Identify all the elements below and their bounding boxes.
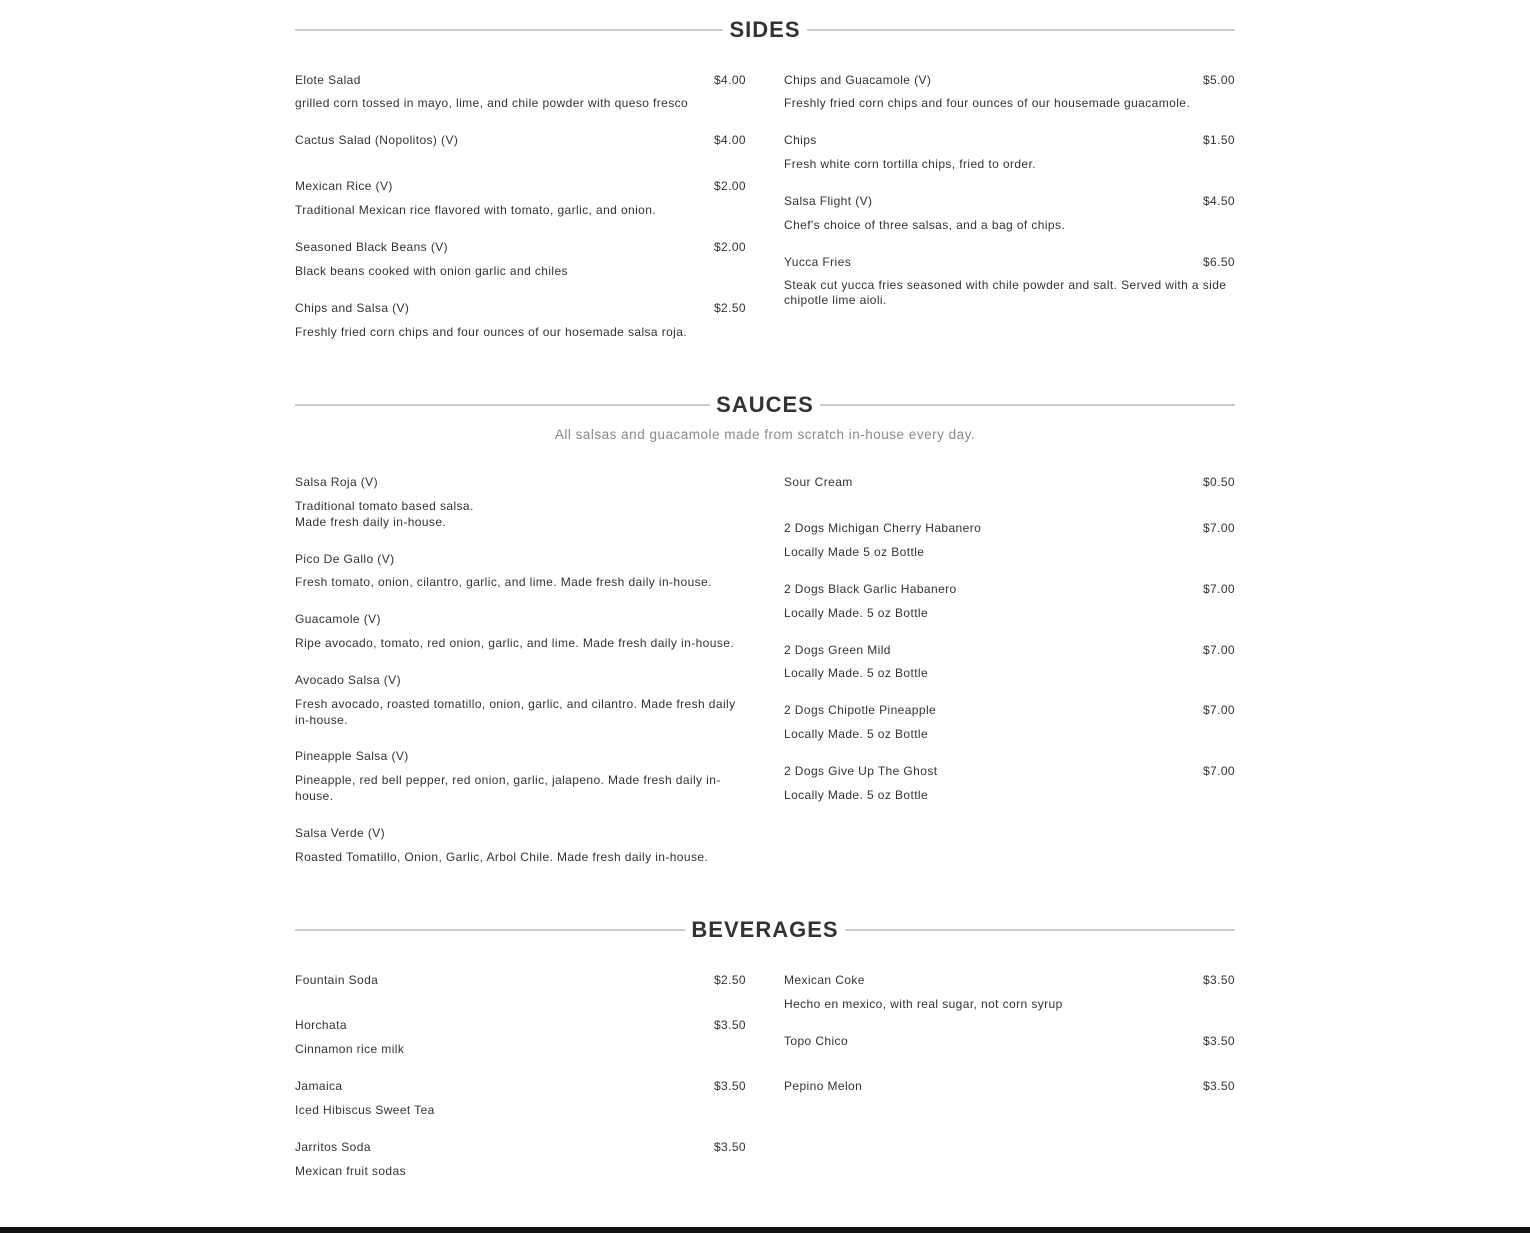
item-name: Chips and Guacamole (V) (784, 73, 932, 87)
item-description: Traditional tomato based salsa. Made fresh daily in-house. (295, 499, 474, 529)
item-price: $7.00 (1202, 764, 1235, 778)
item-name: Elote Salad (295, 73, 361, 87)
item-name: Horchata (295, 1018, 347, 1032)
menu-item (784, 764, 1235, 803)
item-name: Jarritos Soda (295, 1140, 371, 1154)
divider (295, 29, 723, 31)
item-name: Guacamole (V) (295, 612, 381, 626)
item-name: 2 Dogs Give Up The Ghost (784, 764, 938, 778)
item-price: $2.00 (713, 179, 746, 193)
menu-item (295, 240, 746, 279)
item-price: $3.50 (1202, 973, 1235, 987)
item-price: $4.50 (1202, 194, 1235, 208)
menu-item (295, 133, 746, 147)
menu-item (295, 612, 746, 651)
menu-item (295, 301, 746, 340)
divider (820, 404, 1235, 406)
item-description: Locally Made. 5 oz Bottle (784, 788, 929, 802)
item-name: Pineapple Salsa (V) (295, 749, 409, 763)
menu-item (295, 749, 746, 804)
item-price: $3.50 (713, 1079, 746, 1093)
item-name: Yucca Fries (784, 255, 852, 269)
menu-item (295, 1140, 746, 1179)
item-price: $4.00 (713, 73, 746, 87)
item-price: $3.50 (713, 1018, 746, 1032)
item-price: $7.00 (1202, 582, 1235, 596)
section-header (295, 914, 1235, 946)
item-name: 2 Dogs Chipotle Pineapple (784, 703, 937, 717)
menu-item (295, 475, 746, 530)
item-name: Pepino Melon (784, 1079, 863, 1093)
divider (845, 929, 1235, 931)
item-name: Seasoned Black Beans (V) (295, 240, 449, 254)
item-price: $6.50 (1202, 255, 1235, 269)
item-price: $7.00 (1202, 521, 1235, 535)
item-description: Black beans cooked with onion garlic and chiles (295, 264, 568, 278)
item-description: Chef's choice of three salsas, and a bag of chips. (784, 218, 1066, 232)
item-description: Hecho en mexico, with real sugar, not corn syrup (784, 997, 1063, 1011)
section-header (295, 389, 1235, 421)
item-description: Pineapple, red bell pepper, red onion, garlic, jalapeno. Made fresh daily in-house. (295, 773, 721, 803)
item-description: Ripe avocado, tomato, red onion, garlic, and lime. Made fresh daily in-house. (295, 636, 735, 650)
item-name: 2 Dogs Green Mild (784, 643, 891, 657)
item-price: $5.00 (1202, 73, 1235, 87)
item-name: Sour Cream (784, 475, 853, 489)
item-price: $4.00 (713, 133, 746, 147)
section-sides (295, 14, 1235, 339)
item-name: Fountain Soda (295, 973, 379, 987)
item-description: Fresh white corn tortilla chips, fried to order. (784, 157, 1036, 171)
menu-item (295, 826, 746, 865)
section-sauces (295, 389, 1235, 864)
item-price: $3.50 (1202, 1079, 1235, 1093)
item-name: Salsa Verde (V) (295, 826, 386, 840)
item-name: Salsa Roja (V) (295, 475, 378, 489)
menu-item (784, 973, 1235, 1012)
item-description: Roasted Tomatillo, Onion, Garlic, Arbol Chile. Made fresh daily in-house. (295, 850, 709, 864)
section-title: SIDES (729, 17, 801, 42)
item-price: $3.50 (1202, 1034, 1235, 1048)
menu-item (784, 194, 1235, 233)
menu-item (784, 133, 1235, 172)
item-name: Pico De Gallo (V) (295, 552, 395, 566)
divider (807, 29, 1235, 31)
item-name: Chips and Salsa (V) (295, 301, 410, 315)
divider (295, 929, 685, 931)
item-description: Iced Hibiscus Sweet Tea (295, 1103, 435, 1117)
menu-item (295, 552, 746, 590)
menu-item (784, 582, 1235, 621)
item-name: Mexican Rice (V) (295, 179, 393, 193)
item-name: Topo Chico (784, 1034, 849, 1048)
item-description: Mexican fruit sodas (295, 1164, 406, 1178)
item-price: $2.50 (713, 301, 746, 315)
menu-item (784, 521, 1235, 560)
menu-item (295, 973, 746, 987)
menu-item (295, 673, 746, 728)
item-name: Chips (784, 133, 817, 147)
menu-item (784, 643, 1235, 681)
item-description: Locally Made. 5 oz Bottle (784, 606, 929, 620)
item-name: Salsa Flight (V) (784, 194, 873, 208)
menu-item (784, 255, 1235, 308)
item-price: $2.00 (713, 240, 746, 254)
item-description: Fresh avocado, roasted tomatillo, onion, garlic, and cilantro. Made fresh daily in-house. (295, 697, 736, 727)
item-description: Steak cut yucca fries seasoned with chile powder and salt. Served with a side chipotle lime aioli. (784, 278, 1227, 307)
menu-item (295, 1018, 746, 1057)
item-description: Freshly fried corn chips and four ounces of our hosemade salsa roja. (295, 325, 688, 339)
item-price: $1.50 (1202, 133, 1235, 147)
item-description: Traditional Mexican rice flavored with tomato, garlic, and onion. (295, 203, 657, 217)
menu-item (784, 475, 1235, 489)
menu-item (295, 1079, 746, 1118)
item-price: $7.00 (1202, 703, 1235, 717)
item-price: $0.50 (1202, 475, 1235, 489)
menu-item (784, 703, 1235, 742)
section-header (295, 14, 1235, 46)
divider (295, 404, 710, 406)
item-description: Locally Made 5 oz Bottle (784, 545, 925, 559)
item-description: grilled corn tossed in mayo, lime, and chile powder with queso fresco (295, 96, 689, 110)
item-name: 2 Dogs Michigan Cherry Habanero (784, 521, 982, 535)
menu-item (295, 73, 746, 111)
item-price: $3.50 (713, 1140, 746, 1154)
footer-bar (0, 1227, 1530, 1233)
item-description: Cinnamon rice milk (295, 1042, 405, 1056)
item-name: Cactus Salad (Nopolitos) (V) (295, 133, 459, 147)
menu-item (784, 73, 1235, 111)
item-description: Fresh tomato, onion, cilantro, garlic, and lime. Made fresh daily in-house. (295, 575, 712, 589)
menu-item (784, 1034, 1235, 1048)
item-name: 2 Dogs Black Garlic Habanero (784, 582, 957, 596)
item-price: $7.00 (1202, 643, 1235, 657)
section-beverages (295, 914, 1235, 1178)
item-price: $2.50 (713, 973, 746, 987)
item-description: Locally Made. 5 oz Bottle (784, 727, 929, 741)
section-title: BEVERAGES (691, 917, 839, 942)
item-name: Jamaica (295, 1079, 343, 1093)
section-title: SAUCES (716, 392, 814, 417)
section-subtitle: All salsas and guacamole made from scratch in-house every day. (554, 427, 976, 442)
menu-item (295, 179, 746, 218)
item-name: Mexican Coke (784, 973, 865, 987)
item-name: Avocado Salsa (V) (295, 673, 401, 687)
item-description: Locally Made. 5 oz Bottle (784, 666, 929, 680)
item-description: Freshly fried corn chips and four ounces of our housemade guacamole. (784, 96, 1191, 110)
menu-item (784, 1079, 1235, 1093)
